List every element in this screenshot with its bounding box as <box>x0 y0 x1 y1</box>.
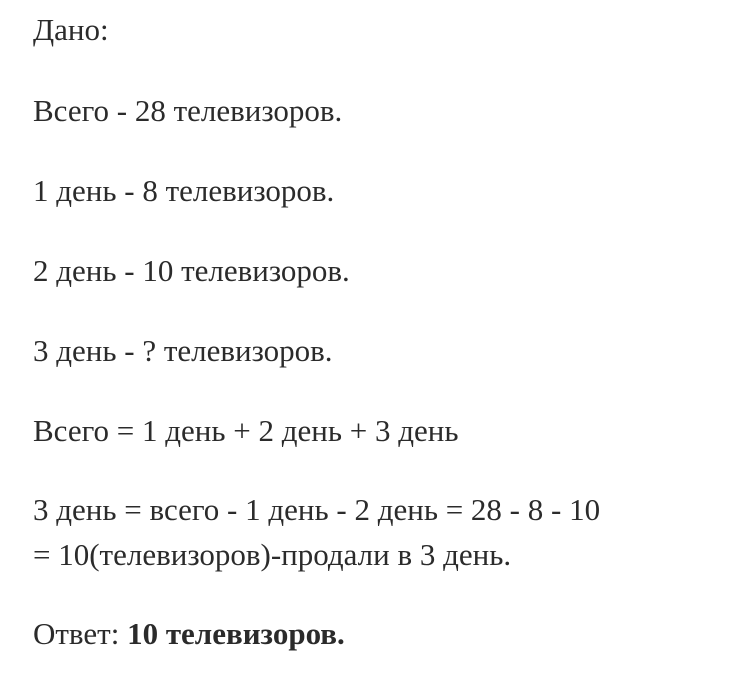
total-formula: Всего = 1 день + 2 день + 3 день <box>33 413 459 448</box>
solution-line-2: = 10(телевизоров)-продали в 3 день. <box>33 537 512 572</box>
given-total: Всего - 28 телевизоров. <box>33 93 343 128</box>
answer-label: Ответ: <box>33 616 128 651</box>
given-heading: Дано: <box>33 12 109 47</box>
given-day-2: 2 день - 10 телевизоров. <box>33 253 350 288</box>
solution-line-1: 3 день = всего - 1 день - 2 день = 28 - 8 - 10 <box>33 492 601 527</box>
given-day-1: 1 день - 8 телевизоров. <box>33 173 335 208</box>
answer-value: 10 телевизоров. <box>127 616 345 651</box>
answer-line <box>33 614 345 654</box>
given-day-3: 3 день - ? телевизоров. <box>33 333 333 368</box>
